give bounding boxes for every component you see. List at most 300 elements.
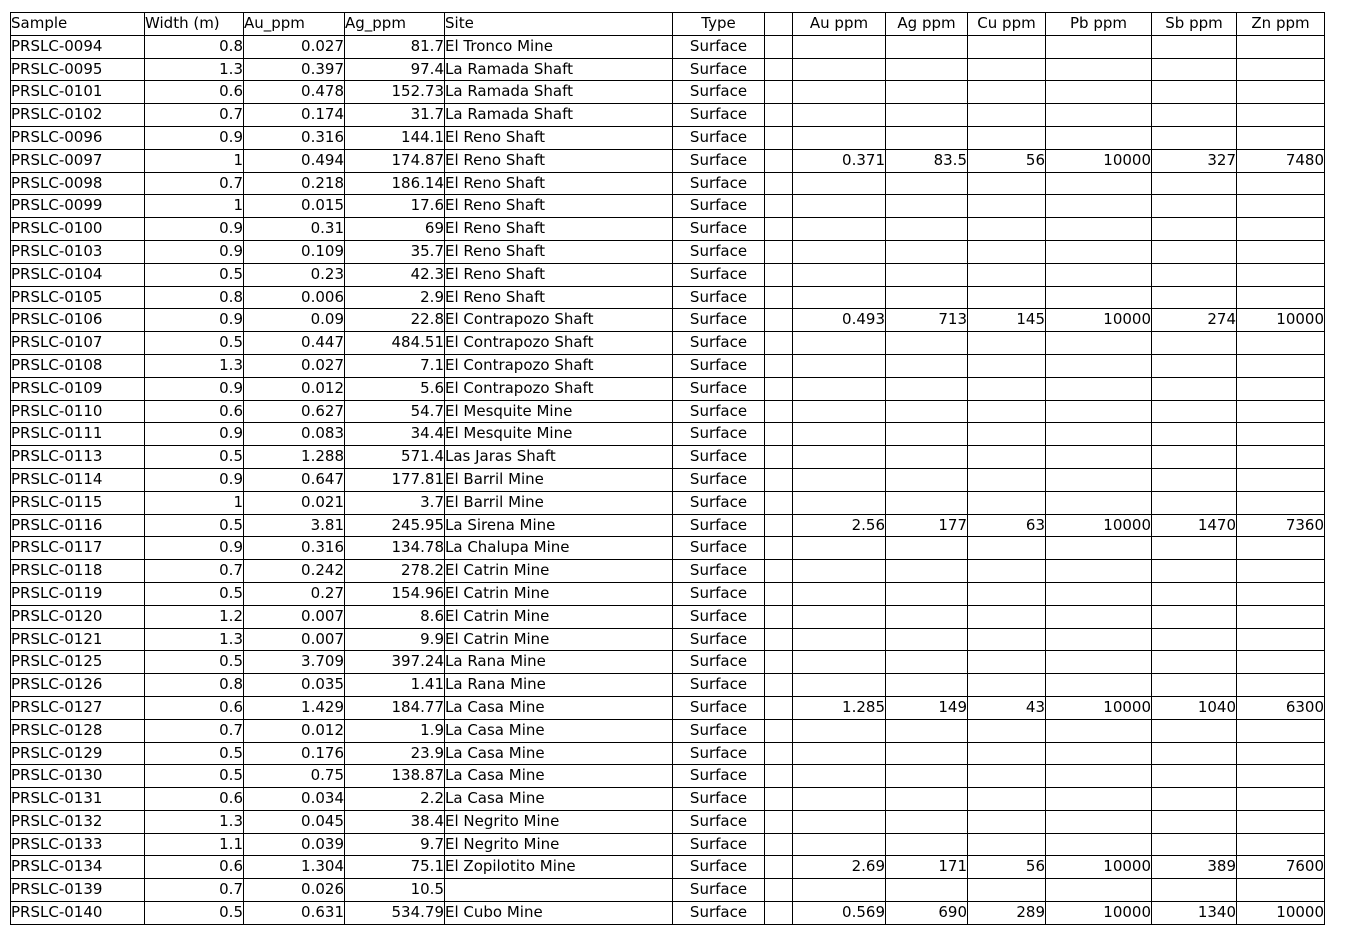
- cell-assay-ag[interactable]: [886, 400, 968, 423]
- cell-site[interactable]: El Reno Shaft: [445, 263, 673, 286]
- cell-assay-au[interactable]: [793, 172, 886, 195]
- header-width[interactable]: Width (m): [145, 13, 244, 36]
- cell-assay-ag[interactable]: [886, 58, 968, 81]
- cell-assay-pb[interactable]: [1046, 628, 1152, 651]
- cell-assay-sb[interactable]: [1152, 35, 1237, 58]
- cell-ag-ppm[interactable]: 31.7: [345, 104, 445, 127]
- header-assay-pb[interactable]: Pb ppm: [1046, 13, 1152, 36]
- cell-assay-zn[interactable]: [1237, 377, 1325, 400]
- cell-type[interactable]: Surface: [673, 765, 765, 788]
- cell-assay-pb[interactable]: 10000: [1046, 309, 1152, 332]
- cell-assay-pb[interactable]: [1046, 719, 1152, 742]
- cell-assay-pb[interactable]: [1046, 582, 1152, 605]
- cell-assay-au[interactable]: [793, 240, 886, 263]
- cell-assay-sb[interactable]: 1340: [1152, 902, 1237, 925]
- cell-assay-zn[interactable]: [1237, 788, 1325, 811]
- cell-ag-ppm[interactable]: 154.96: [345, 582, 445, 605]
- cell-assay-au[interactable]: [793, 833, 886, 856]
- cell-ag-ppm[interactable]: 152.73: [345, 81, 445, 104]
- cell-assay-pb[interactable]: [1046, 788, 1152, 811]
- cell-type[interactable]: Surface: [673, 696, 765, 719]
- cell-width[interactable]: 0.5: [145, 582, 244, 605]
- cell-assay-zn[interactable]: [1237, 35, 1325, 58]
- cell-assay-pb[interactable]: [1046, 400, 1152, 423]
- cell-assay-au[interactable]: [793, 651, 886, 674]
- cell-sample[interactable]: PRSLC-0095: [11, 58, 145, 81]
- cell-ag-ppm[interactable]: 8.6: [345, 605, 445, 628]
- cell-assay-au[interactable]: 0.569: [793, 902, 886, 925]
- cell-assay-zn[interactable]: [1237, 218, 1325, 241]
- cell-assay-sb[interactable]: [1152, 446, 1237, 469]
- cell-assay-ag[interactable]: [886, 628, 968, 651]
- cell-assay-zn[interactable]: 6300: [1237, 696, 1325, 719]
- cell-width[interactable]: 0.5: [145, 446, 244, 469]
- cell-assay-pb[interactable]: [1046, 651, 1152, 674]
- cell-type[interactable]: Surface: [673, 902, 765, 925]
- cell-sample[interactable]: PRSLC-0101: [11, 81, 145, 104]
- cell-width[interactable]: 1.1: [145, 833, 244, 856]
- cell-assay-ag[interactable]: [886, 742, 968, 765]
- cell-width[interactable]: 0.9: [145, 309, 244, 332]
- cell-sample[interactable]: PRSLC-0099: [11, 195, 145, 218]
- cell-au-ppm[interactable]: 3.709: [244, 651, 345, 674]
- header-au-ppm[interactable]: Au_ppm: [244, 13, 345, 36]
- cell-assay-ag[interactable]: [886, 582, 968, 605]
- cell-type[interactable]: Surface: [673, 788, 765, 811]
- cell-assay-cu[interactable]: [968, 126, 1046, 149]
- cell-width[interactable]: 0.9: [145, 537, 244, 560]
- cell-type[interactable]: Surface: [673, 400, 765, 423]
- cell-assay-zn[interactable]: [1237, 332, 1325, 355]
- cell-assay-cu[interactable]: [968, 491, 1046, 514]
- cell-sample[interactable]: PRSLC-0119: [11, 582, 145, 605]
- cell-type[interactable]: Surface: [673, 446, 765, 469]
- cell-width[interactable]: 1.3: [145, 58, 244, 81]
- cell-sample[interactable]: PRSLC-0140: [11, 902, 145, 925]
- cell-assay-sb[interactable]: 389: [1152, 856, 1237, 879]
- cell-assay-ag[interactable]: [886, 172, 968, 195]
- cell-assay-au[interactable]: [793, 104, 886, 127]
- cell-assay-ag[interactable]: [886, 674, 968, 697]
- cell-sample[interactable]: PRSLC-0130: [11, 765, 145, 788]
- cell-width[interactable]: 0.9: [145, 218, 244, 241]
- cell-site[interactable]: El Zopilotito Mine: [445, 856, 673, 879]
- cell-site[interactable]: El Contrapozo Shaft: [445, 309, 673, 332]
- cell-ag-ppm[interactable]: 534.79: [345, 902, 445, 925]
- cell-width[interactable]: 0.5: [145, 651, 244, 674]
- cell-assay-cu[interactable]: [968, 423, 1046, 446]
- cell-site[interactable]: El Barril Mine: [445, 491, 673, 514]
- cell-site[interactable]: [445, 879, 673, 902]
- cell-ag-ppm[interactable]: 34.4: [345, 423, 445, 446]
- cell-assay-ag[interactable]: [886, 104, 968, 127]
- cell-sample[interactable]: PRSLC-0097: [11, 149, 145, 172]
- cell-ag-ppm[interactable]: 69: [345, 218, 445, 241]
- cell-sample[interactable]: PRSLC-0111: [11, 423, 145, 446]
- cell-ag-ppm[interactable]: 38.4: [345, 810, 445, 833]
- cell-assay-cu[interactable]: [968, 104, 1046, 127]
- cell-sample[interactable]: PRSLC-0131: [11, 788, 145, 811]
- cell-assay-au[interactable]: [793, 674, 886, 697]
- cell-assay-ag[interactable]: [886, 651, 968, 674]
- cell-site[interactable]: La Ramada Shaft: [445, 104, 673, 127]
- cell-assay-cu[interactable]: [968, 400, 1046, 423]
- cell-ag-ppm[interactable]: 144.1: [345, 126, 445, 149]
- cell-assay-au[interactable]: [793, 446, 886, 469]
- cell-assay-cu[interactable]: [968, 879, 1046, 902]
- cell-site[interactable]: Las Jaras Shaft: [445, 446, 673, 469]
- cell-au-ppm[interactable]: 0.397: [244, 58, 345, 81]
- cell-au-ppm[interactable]: 0.021: [244, 491, 345, 514]
- cell-assay-cu[interactable]: [968, 651, 1046, 674]
- cell-assay-au[interactable]: [793, 354, 886, 377]
- cell-width[interactable]: 1: [145, 491, 244, 514]
- cell-ag-ppm[interactable]: 1.9: [345, 719, 445, 742]
- cell-assay-au[interactable]: [793, 377, 886, 400]
- cell-au-ppm[interactable]: 0.083: [244, 423, 345, 446]
- cell-ag-ppm[interactable]: 10.5: [345, 879, 445, 902]
- cell-au-ppm[interactable]: 0.242: [244, 560, 345, 583]
- cell-assay-zn[interactable]: [1237, 423, 1325, 446]
- cell-assay-ag[interactable]: [886, 833, 968, 856]
- cell-site[interactable]: La Sirena Mine: [445, 514, 673, 537]
- cell-assay-zn[interactable]: [1237, 172, 1325, 195]
- header-assay-au[interactable]: Au ppm: [793, 13, 886, 36]
- cell-ag-ppm[interactable]: 23.9: [345, 742, 445, 765]
- cell-assay-zn[interactable]: [1237, 446, 1325, 469]
- cell-site[interactable]: La Chalupa Mine: [445, 537, 673, 560]
- cell-assay-au[interactable]: 0.493: [793, 309, 886, 332]
- cell-sample[interactable]: PRSLC-0120: [11, 605, 145, 628]
- cell-width[interactable]: 0.9: [145, 468, 244, 491]
- cell-assay-au[interactable]: 2.69: [793, 856, 886, 879]
- cell-assay-cu[interactable]: [968, 719, 1046, 742]
- cell-type[interactable]: Surface: [673, 514, 765, 537]
- cell-au-ppm[interactable]: 0.174: [244, 104, 345, 127]
- cell-ag-ppm[interactable]: 35.7: [345, 240, 445, 263]
- cell-assay-sb[interactable]: [1152, 423, 1237, 446]
- cell-type[interactable]: Surface: [673, 491, 765, 514]
- cell-assay-sb[interactable]: [1152, 58, 1237, 81]
- cell-type[interactable]: Surface: [673, 423, 765, 446]
- cell-au-ppm[interactable]: 0.447: [244, 332, 345, 355]
- cell-au-ppm[interactable]: 1.288: [244, 446, 345, 469]
- cell-assay-au[interactable]: [793, 605, 886, 628]
- header-assay-sb[interactable]: Sb ppm: [1152, 13, 1237, 36]
- cell-sample[interactable]: PRSLC-0128: [11, 719, 145, 742]
- cell-assay-zn[interactable]: 7360: [1237, 514, 1325, 537]
- cell-assay-zn[interactable]: [1237, 879, 1325, 902]
- cell-width[interactable]: 0.6: [145, 696, 244, 719]
- cell-width[interactable]: 0.6: [145, 81, 244, 104]
- cell-assay-cu[interactable]: [968, 81, 1046, 104]
- cell-assay-pb[interactable]: [1046, 354, 1152, 377]
- cell-ag-ppm[interactable]: 138.87: [345, 765, 445, 788]
- cell-au-ppm[interactable]: 0.035: [244, 674, 345, 697]
- cell-assay-cu[interactable]: 56: [968, 856, 1046, 879]
- cell-assay-au[interactable]: [793, 35, 886, 58]
- cell-assay-zn[interactable]: [1237, 58, 1325, 81]
- header-assay-cu[interactable]: Cu ppm: [968, 13, 1046, 36]
- cell-assay-au[interactable]: [793, 195, 886, 218]
- cell-assay-ag[interactable]: 83.5: [886, 149, 968, 172]
- cell-assay-ag[interactable]: 171: [886, 856, 968, 879]
- cell-assay-pb[interactable]: [1046, 879, 1152, 902]
- header-assay-zn[interactable]: Zn ppm: [1237, 13, 1325, 36]
- cell-assay-au[interactable]: 0.371: [793, 149, 886, 172]
- cell-au-ppm[interactable]: 0.006: [244, 286, 345, 309]
- cell-sample[interactable]: PRSLC-0105: [11, 286, 145, 309]
- cell-assay-cu[interactable]: [968, 582, 1046, 605]
- cell-assay-ag[interactable]: [886, 81, 968, 104]
- cell-assay-ag[interactable]: [886, 719, 968, 742]
- cell-sample[interactable]: PRSLC-0117: [11, 537, 145, 560]
- cell-assay-pb[interactable]: [1046, 195, 1152, 218]
- cell-assay-cu[interactable]: 63: [968, 514, 1046, 537]
- cell-assay-cu[interactable]: [968, 765, 1046, 788]
- cell-assay-cu[interactable]: [968, 172, 1046, 195]
- cell-site[interactable]: La Casa Mine: [445, 696, 673, 719]
- header-ag-ppm[interactable]: Ag_ppm: [345, 13, 445, 36]
- cell-width[interactable]: 0.6: [145, 856, 244, 879]
- cell-site[interactable]: La Ramada Shaft: [445, 81, 673, 104]
- cell-sample[interactable]: PRSLC-0126: [11, 674, 145, 697]
- cell-assay-sb[interactable]: [1152, 286, 1237, 309]
- cell-width[interactable]: 0.8: [145, 286, 244, 309]
- cell-assay-ag[interactable]: [886, 537, 968, 560]
- cell-assay-cu[interactable]: [968, 788, 1046, 811]
- cell-assay-pb[interactable]: [1046, 833, 1152, 856]
- cell-assay-zn[interactable]: 10000: [1237, 902, 1325, 925]
- cell-assay-zn[interactable]: [1237, 605, 1325, 628]
- cell-type[interactable]: Surface: [673, 263, 765, 286]
- cell-au-ppm[interactable]: 0.176: [244, 742, 345, 765]
- cell-assay-ag[interactable]: [886, 126, 968, 149]
- cell-width[interactable]: 0.5: [145, 742, 244, 765]
- cell-ag-ppm[interactable]: 81.7: [345, 35, 445, 58]
- cell-assay-cu[interactable]: 43: [968, 696, 1046, 719]
- cell-assay-sb[interactable]: 1470: [1152, 514, 1237, 537]
- cell-assay-pb[interactable]: 10000: [1046, 514, 1152, 537]
- cell-sample[interactable]: PRSLC-0118: [11, 560, 145, 583]
- cell-assay-ag[interactable]: [886, 332, 968, 355]
- cell-assay-sb[interactable]: [1152, 582, 1237, 605]
- cell-assay-au[interactable]: [793, 560, 886, 583]
- cell-assay-cu[interactable]: [968, 240, 1046, 263]
- cell-assay-pb[interactable]: [1046, 81, 1152, 104]
- cell-assay-cu[interactable]: [968, 263, 1046, 286]
- cell-width[interactable]: 0.9: [145, 423, 244, 446]
- cell-type[interactable]: Surface: [673, 651, 765, 674]
- cell-assay-au[interactable]: [793, 582, 886, 605]
- header-sample[interactable]: Sample: [11, 13, 145, 36]
- cell-assay-sb[interactable]: [1152, 491, 1237, 514]
- cell-au-ppm[interactable]: 0.09: [244, 309, 345, 332]
- cell-ag-ppm[interactable]: 17.6: [345, 195, 445, 218]
- cell-assay-pb[interactable]: [1046, 446, 1152, 469]
- cell-assay-ag[interactable]: [886, 377, 968, 400]
- cell-site[interactable]: El Catrin Mine: [445, 560, 673, 583]
- cell-assay-sb[interactable]: [1152, 81, 1237, 104]
- cell-type[interactable]: Surface: [673, 240, 765, 263]
- cell-assay-ag[interactable]: [886, 263, 968, 286]
- cell-assay-zn[interactable]: [1237, 81, 1325, 104]
- cell-assay-sb[interactable]: [1152, 674, 1237, 697]
- cell-assay-cu[interactable]: [968, 605, 1046, 628]
- cell-type[interactable]: Surface: [673, 35, 765, 58]
- cell-assay-pb[interactable]: [1046, 537, 1152, 560]
- cell-assay-pb[interactable]: [1046, 58, 1152, 81]
- cell-assay-zn[interactable]: [1237, 491, 1325, 514]
- cell-type[interactable]: Surface: [673, 742, 765, 765]
- cell-assay-pb[interactable]: [1046, 765, 1152, 788]
- cell-ag-ppm[interactable]: 484.51: [345, 332, 445, 355]
- cell-type[interactable]: Surface: [673, 377, 765, 400]
- cell-sample[interactable]: PRSLC-0129: [11, 742, 145, 765]
- cell-au-ppm[interactable]: 0.012: [244, 377, 345, 400]
- cell-assay-zn[interactable]: [1237, 195, 1325, 218]
- cell-site[interactable]: La Casa Mine: [445, 788, 673, 811]
- cell-assay-au[interactable]: [793, 218, 886, 241]
- cell-ag-ppm[interactable]: 177.81: [345, 468, 445, 491]
- cell-assay-zn[interactable]: [1237, 742, 1325, 765]
- cell-sample[interactable]: PRSLC-0132: [11, 810, 145, 833]
- cell-assay-sb[interactable]: [1152, 104, 1237, 127]
- cell-assay-pb[interactable]: [1046, 674, 1152, 697]
- cell-assay-sb[interactable]: [1152, 126, 1237, 149]
- cell-site[interactable]: El Negrito Mine: [445, 833, 673, 856]
- cell-assay-cu[interactable]: [968, 833, 1046, 856]
- cell-site[interactable]: La Casa Mine: [445, 742, 673, 765]
- cell-au-ppm[interactable]: 0.026: [244, 879, 345, 902]
- cell-site[interactable]: El Mesquite Mine: [445, 400, 673, 423]
- cell-width[interactable]: 0.5: [145, 765, 244, 788]
- cell-assay-zn[interactable]: [1237, 537, 1325, 560]
- cell-width[interactable]: 0.7: [145, 172, 244, 195]
- cell-site[interactable]: El Tronco Mine: [445, 35, 673, 58]
- cell-assay-pb[interactable]: 10000: [1046, 696, 1152, 719]
- cell-assay-au[interactable]: [793, 286, 886, 309]
- cell-assay-zn[interactable]: 7480: [1237, 149, 1325, 172]
- cell-type[interactable]: Surface: [673, 81, 765, 104]
- cell-width[interactable]: 0.5: [145, 514, 244, 537]
- cell-sample[interactable]: PRSLC-0121: [11, 628, 145, 651]
- cell-au-ppm[interactable]: 0.045: [244, 810, 345, 833]
- cell-assay-pb[interactable]: [1046, 35, 1152, 58]
- cell-assay-sb[interactable]: [1152, 833, 1237, 856]
- cell-assay-sb[interactable]: [1152, 195, 1237, 218]
- cell-assay-cu[interactable]: [968, 560, 1046, 583]
- cell-assay-sb[interactable]: 1040: [1152, 696, 1237, 719]
- cell-assay-pb[interactable]: [1046, 332, 1152, 355]
- cell-sample[interactable]: PRSLC-0107: [11, 332, 145, 355]
- cell-sample[interactable]: PRSLC-0098: [11, 172, 145, 195]
- cell-assay-au[interactable]: [793, 765, 886, 788]
- cell-assay-cu[interactable]: [968, 742, 1046, 765]
- cell-assay-ag[interactable]: [886, 354, 968, 377]
- cell-assay-ag[interactable]: [886, 605, 968, 628]
- cell-width[interactable]: 1.3: [145, 810, 244, 833]
- cell-assay-pb[interactable]: [1046, 263, 1152, 286]
- cell-assay-sb[interactable]: 274: [1152, 309, 1237, 332]
- cell-width[interactable]: 0.9: [145, 126, 244, 149]
- cell-sample[interactable]: PRSLC-0096: [11, 126, 145, 149]
- cell-sample[interactable]: PRSLC-0109: [11, 377, 145, 400]
- cell-assay-zn[interactable]: [1237, 719, 1325, 742]
- cell-au-ppm[interactable]: 0.109: [244, 240, 345, 263]
- cell-assay-sb[interactable]: [1152, 628, 1237, 651]
- cell-site[interactable]: El Reno Shaft: [445, 126, 673, 149]
- cell-assay-sb[interactable]: [1152, 263, 1237, 286]
- cell-width[interactable]: 0.7: [145, 719, 244, 742]
- cell-ag-ppm[interactable]: 97.4: [345, 58, 445, 81]
- cell-width[interactable]: 1.2: [145, 605, 244, 628]
- cell-assay-zn[interactable]: 10000: [1237, 309, 1325, 332]
- cell-au-ppm[interactable]: 3.81: [244, 514, 345, 537]
- header-assay-ag[interactable]: Ag ppm: [886, 13, 968, 36]
- cell-assay-ag[interactable]: [886, 765, 968, 788]
- cell-assay-zn[interactable]: [1237, 765, 1325, 788]
- cell-ag-ppm[interactable]: 3.7: [345, 491, 445, 514]
- cell-site[interactable]: El Contrapozo Shaft: [445, 377, 673, 400]
- cell-au-ppm[interactable]: 0.31: [244, 218, 345, 241]
- cell-au-ppm[interactable]: 0.23: [244, 263, 345, 286]
- cell-ag-ppm[interactable]: 9.7: [345, 833, 445, 856]
- cell-type[interactable]: Surface: [673, 218, 765, 241]
- cell-assay-zn[interactable]: [1237, 582, 1325, 605]
- cell-assay-cu[interactable]: 145: [968, 309, 1046, 332]
- cell-site[interactable]: El Reno Shaft: [445, 172, 673, 195]
- cell-assay-ag[interactable]: [886, 788, 968, 811]
- cell-ag-ppm[interactable]: 7.1: [345, 354, 445, 377]
- cell-site[interactable]: El Reno Shaft: [445, 240, 673, 263]
- cell-type[interactable]: Surface: [673, 856, 765, 879]
- cell-au-ppm[interactable]: 0.316: [244, 537, 345, 560]
- cell-assay-sb[interactable]: [1152, 560, 1237, 583]
- cell-ag-ppm[interactable]: 2.2: [345, 788, 445, 811]
- cell-assay-au[interactable]: [793, 788, 886, 811]
- cell-sample[interactable]: PRSLC-0116: [11, 514, 145, 537]
- cell-type[interactable]: Surface: [673, 719, 765, 742]
- cell-assay-pb[interactable]: [1046, 742, 1152, 765]
- cell-assay-sb[interactable]: [1152, 788, 1237, 811]
- cell-sample[interactable]: PRSLC-0106: [11, 309, 145, 332]
- cell-au-ppm[interactable]: 0.039: [244, 833, 345, 856]
- cell-site[interactable]: El Contrapozo Shaft: [445, 354, 673, 377]
- cell-site[interactable]: El Contrapozo Shaft: [445, 332, 673, 355]
- cell-au-ppm[interactable]: 0.218: [244, 172, 345, 195]
- cell-assay-zn[interactable]: [1237, 286, 1325, 309]
- cell-sample[interactable]: PRSLC-0115: [11, 491, 145, 514]
- cell-width[interactable]: 0.6: [145, 400, 244, 423]
- cell-assay-cu[interactable]: [968, 195, 1046, 218]
- cell-site[interactable]: La Rana Mine: [445, 674, 673, 697]
- cell-ag-ppm[interactable]: 245.95: [345, 514, 445, 537]
- cell-assay-ag[interactable]: [886, 879, 968, 902]
- cell-site[interactable]: El Reno Shaft: [445, 195, 673, 218]
- cell-assay-zn[interactable]: [1237, 400, 1325, 423]
- cell-assay-zn[interactable]: [1237, 560, 1325, 583]
- cell-assay-sb[interactable]: [1152, 605, 1237, 628]
- header-site[interactable]: Site: [445, 13, 673, 36]
- cell-assay-ag[interactable]: 713: [886, 309, 968, 332]
- cell-sample[interactable]: PRSLC-0108: [11, 354, 145, 377]
- cell-assay-cu[interactable]: [968, 446, 1046, 469]
- cell-width[interactable]: 1: [145, 149, 244, 172]
- cell-assay-pb[interactable]: [1046, 286, 1152, 309]
- cell-ag-ppm[interactable]: 2.9: [345, 286, 445, 309]
- cell-assay-au[interactable]: [793, 332, 886, 355]
